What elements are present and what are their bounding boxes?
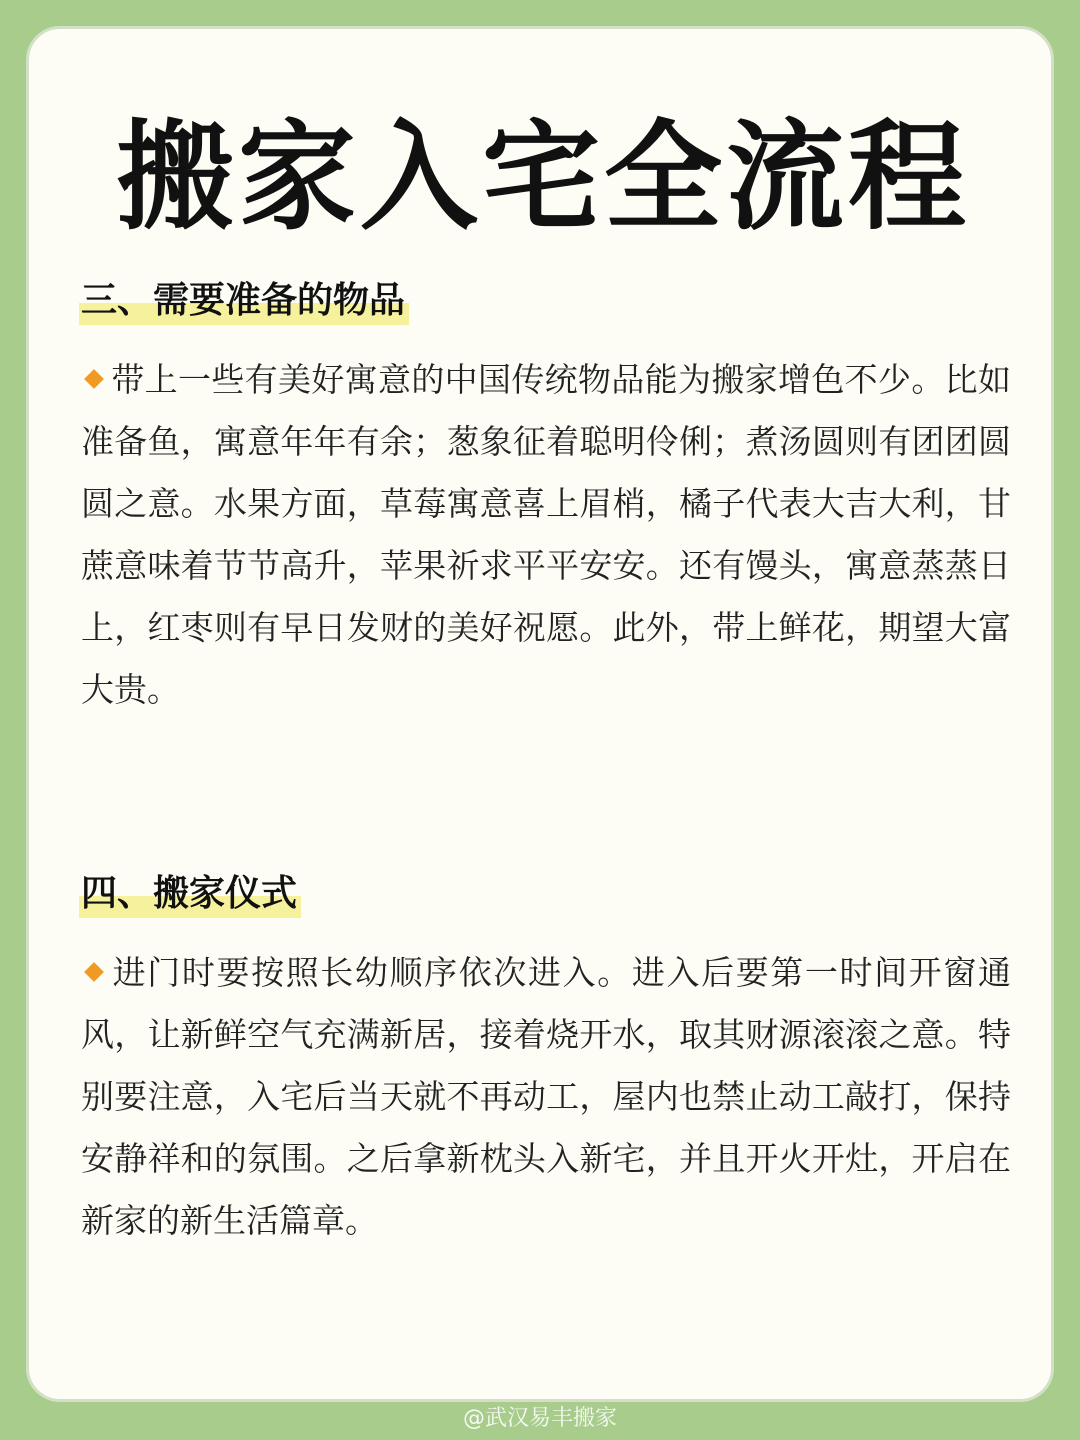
- section-paragraph-items: [81, 349, 1011, 721]
- section-heading-text: 三、需要准备的物品: [81, 280, 406, 321]
- diamond-bullet-icon: [84, 962, 104, 982]
- diamond-bullet-icon: [84, 369, 104, 389]
- page-title: 搬家入宅全流程: [115, 108, 970, 246]
- section-paragraph-ritual: [81, 942, 1011, 1252]
- content-card: [26, 26, 1054, 1402]
- section-heading-text: 四、搬家仪式: [81, 873, 298, 914]
- section-body-text: 带上一些有美好寓意的中国传统物品能为搬家增色不少。比如准备鱼，寓意年年有余；葱象征着聪明伶俐；煮汤圆则有团团圆圆之意。水果方面，草莓寓意喜上眉梢，橘子代表大吉大利，甘蔗意味着节节高升，苹果祈求平平安安。还有馒头，寓意蒸蒸日上，红枣则有早日发财的美好祝愿。此外，带上鲜花，期望大富大贵。: [81, 360, 1011, 709]
- section-heading-ritual: [81, 872, 301, 916]
- section-body-text: 进门时要按照长幼顺序依次进入。进入后要第一时间开窗通风，让新鲜空气充满新居，接着烧开水，取其财源滚滚之意。特别要注意，入宅后当天就不再动工，屋内也禁止动工敲打，保持安静祥和的氛围。之后拿新枕头入新宅，并且开火开灶，开启在新家的新生活篇章。: [81, 953, 1011, 1240]
- section-heading-items: [81, 279, 409, 323]
- watermark: @武汉易丰搬家: [462, 1406, 617, 1431]
